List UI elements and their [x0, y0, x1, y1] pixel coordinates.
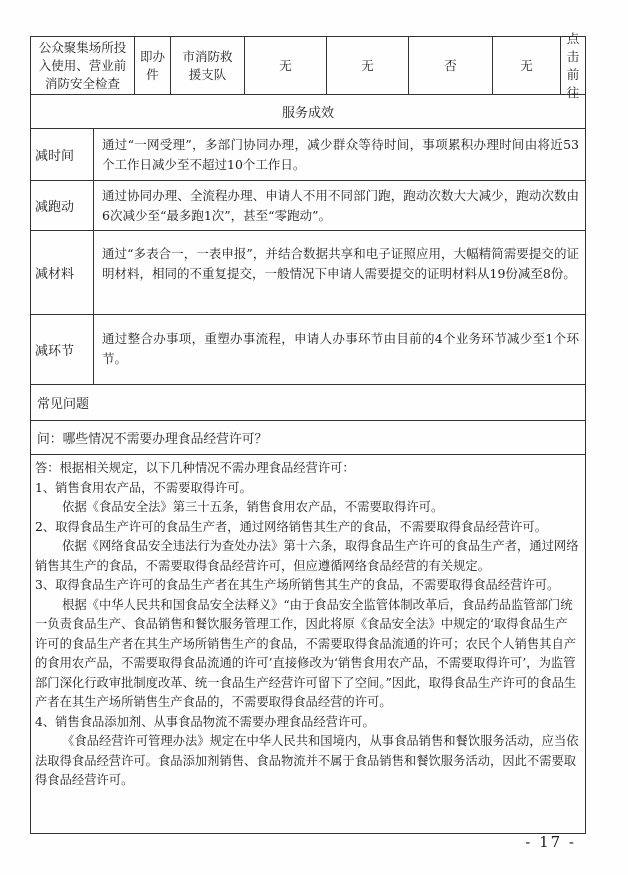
answer-paragraph: 依据《网络食品安全违法行为查处办法》第十六条，取得食品生产许可的食品生产者，通过网络销售其生产的食品，不需要取得食品经营许可，但应遵循网络食品经营的有关规定。 — [35, 539, 579, 573]
effect-text: 通过“一网受理”，多部门协同办理，减少群众等待时间，事项累积办理时间由将近53个工作日减少至不超过10个工作日。 — [102, 137, 579, 172]
effect-row — [31, 315, 585, 385]
faq-title: 常见问题 — [31, 385, 585, 421]
item-name-cell: 公众聚集场所投入使用、营业前消防安全检查 — [31, 37, 135, 94]
item-type-cell: 即办件 — [135, 37, 171, 94]
answer-paragraph: 《食品经营许可管理办法》规定在中华人民共和国境内，从事食品销售和餐饮服务活动，应当依法取得食品经营许可。食品添加剂销售、食品物流并不属于食品销售和餐饮服务活动，因此不需要取得食品经营许可。 — [35, 734, 579, 787]
goto-link[interactable]: 点击前往 — [566, 30, 580, 100]
service-effects-title: 服务成效 — [31, 95, 585, 129]
effect-row — [31, 181, 585, 231]
answer-paragraph: 依据《食品安全法》第三十五条，销售食用农产品，不需要取得许可。 — [62, 500, 444, 514]
page-number: - 17 - — [525, 833, 576, 851]
item-col7-cell: 无 — [493, 37, 561, 94]
answer-paragraph: 1、销售食用农产品，不需要取得许可。 — [35, 480, 252, 495]
effect-row — [31, 129, 585, 181]
answer-paragraph: 2、取得食品生产许可的食品生产者，通过网络销售其生产的食品，不需要取得食品经营许可。 — [35, 519, 547, 534]
effect-label: 减跑动 — [31, 181, 94, 230]
effect-label: 减环节 — [31, 315, 94, 384]
effect-text: 通过“多表合一，一表申报”，并结合数据共享和电子证照应用，大幅精简需要提交的证明材料，相同的不重复提交，一般情况下申请人需要提交的证明材料从19份减至8份。 — [102, 246, 579, 281]
effect-label: 减材料 — [31, 231, 94, 314]
effect-row — [31, 231, 585, 315]
item-dept-cell: 市消防救援支队 — [171, 37, 245, 94]
effect-label: 减时间 — [31, 129, 94, 180]
service-info-table — [30, 30, 586, 834]
service-item-row — [31, 30, 585, 100]
effect-text: 通过整合办事项，重塑办事流程，申请人办事环节由目前的4个业务环节减少至1个环节。 — [102, 331, 579, 366]
answer-paragraph: 答：根据相关规定，以下几种情况不需办理食品经营许可： — [35, 461, 355, 475]
item-col5-cell: 无 — [327, 37, 409, 94]
faq-answer — [31, 455, 585, 833]
item-col6-cell: 否 — [409, 37, 493, 94]
answer-paragraph: 4、销售食品添加剂、从事食品物流不需要办理食品经营许可。 — [35, 714, 375, 729]
answer-paragraph: 根据《中华人民共和国食品安全法释义》“由于食品安全监管体制改革后，食品药品监管部门统一负责食品生产、食品销售和餐饮服务管理工作，因此将原《食品安全法》中规定的‘取得食品生产许可的食品生产者在其生产场所销售生产的食品，不需要取得食品流通的许可；农民个人销售其自产的食用农产品，不需要取得食品流通的许可’直接修改为‘销售食用农产品，不需要取得许可’，为监管部门深化行政审批制度改革、统一食品生产经营许可留下了空间。”因此，取得食品生产许可的食品生产者在其生产场所销售生产食品的，不需要取得食品经营的许可。 — [35, 597, 577, 709]
item-col4-cell: 无 — [245, 37, 327, 94]
answer-paragraph: 3、取得食品生产许可的食品生产者在其生产场所销售其生产的食品，不需要取得食品经营许可。 — [35, 578, 560, 592]
faq-question: 问：哪些情况不需要办理食品经营许可？ — [31, 421, 585, 455]
answer-paragraphs — [35, 459, 579, 791]
effect-text: 通过协同办理、全流程办理、申请人不用不同部门跑，跑动次数大大减少，跑动次数由6次减少至“最多跑1次”，甚至“零跑动”。 — [102, 188, 579, 223]
